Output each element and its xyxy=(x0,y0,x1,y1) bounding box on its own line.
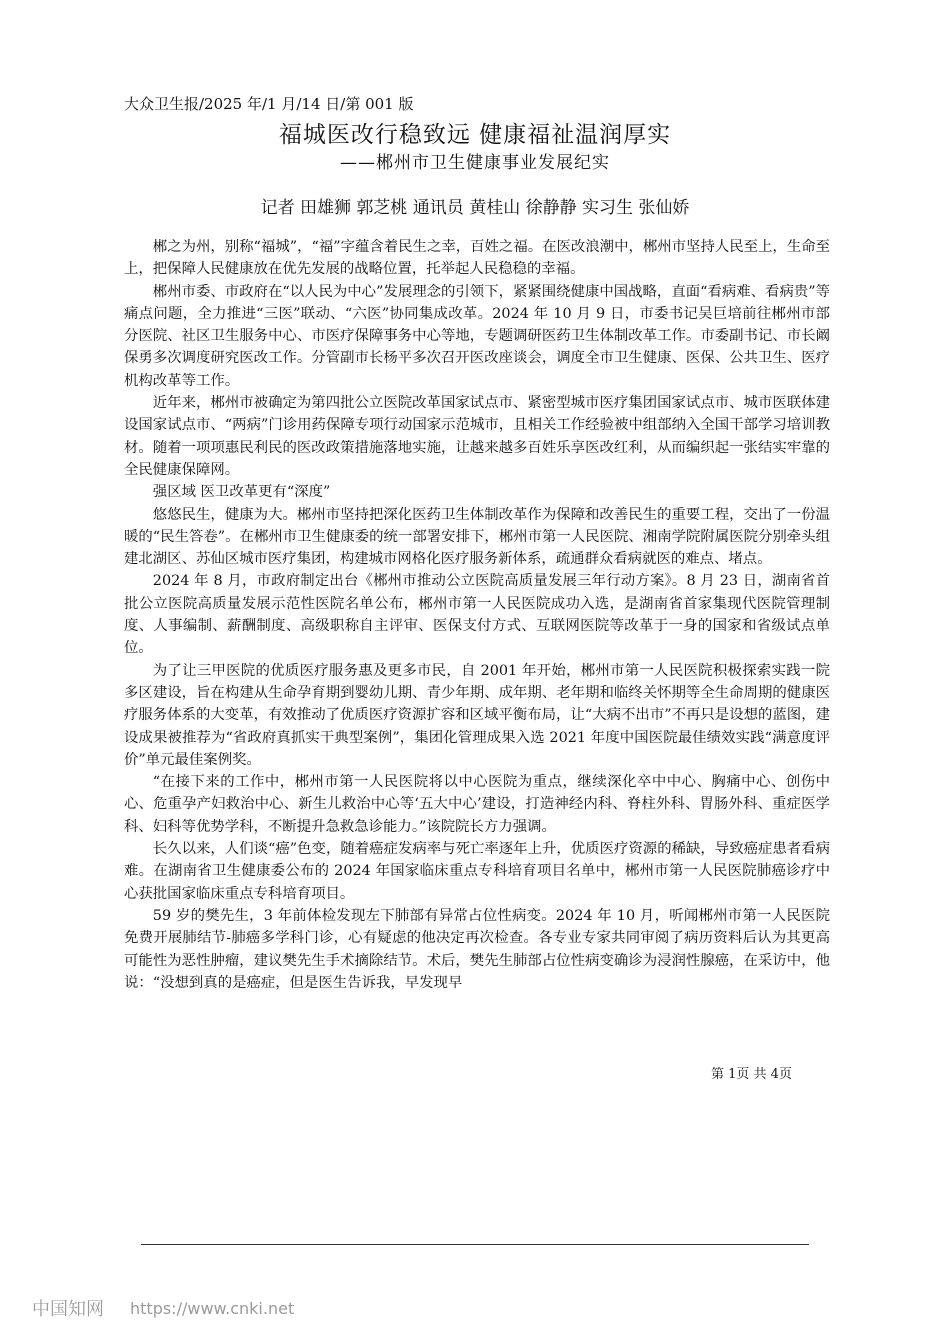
paragraph: 郴之为州，别称“福城”，“福”字蕴含着民生之幸，百姓之福。在医改浪潮中，郴州市坚持人民至上，生命至上，把保障人民健康放在优先发展的战略位置，托举起人民稳稳的幸福。 xyxy=(124,239,830,278)
footer-url-link[interactable]: https://www.cnki.net xyxy=(130,1298,295,1318)
article-byline: 记者 田雄狮 郭芝桃 通讯员 黄桂山 徐静静 实习生 张仙娇 xyxy=(260,198,690,218)
paragraph: 为了让三甲医院的优质医疗服务惠及更多市民，自 2001 年开始，郴州市第一人民医院积极探索实践一院多区建设，旨在构建从生命孕育期到婴幼儿期、青少年期、成年期、老年期和临终关怀期等全生命周期的健康医疗服务体系的大变革，有效推动了优质医疗资源扩容和区域平衡布局，让“大病不出市”不再只是设想的蓝图，建设成果被推荐为“省政府真抓实干典型案例”，集团化管理成果入选 2021 年度中国医院最佳绩效实践“满意度评价”单元最佳案例奖。 xyxy=(124,662,830,768)
paragraph: 郴州市委、市政府在“以人民为中心”发展理念的引领下，紧紧围绕健康中国战略，直面“看病难、看病贵”等痛点问题，全力推进“三医”联动、“六医”协同集成改革。2024 年 10 月 9 日，市委书记吴巨培前往郴州市部分医院、社区卫生服务中心、市医疗保障事务中心等地，专题调研医药卫生体制改革工作。市委副书记、市长阚保勇多次调度研究医改工作。分管副市长杨平多次召开医改座谈会，调度全市卫生健康、医保、公共卫生、医疗机构改革等工作。 xyxy=(124,283,830,389)
footer xyxy=(32,1295,294,1321)
newspaper-source: 大众卫生报/2025 年/1 月/14 日/第 001 版 xyxy=(124,95,414,113)
article-title: 福城医改行稳致远 健康福祉温润厚实 xyxy=(278,122,672,148)
paragraph: “在接下来的工作中，郴州市第一人民医院将以中心医院为重点，继续深化卒中中心、胸痛中心、创伤中心、危重孕产妇救治中心、新生儿救治中心等‘五大中心’建设，打造神经内科、脊柱外科、胃肠外科、重症医学科、妇科等优势学科，不断提升急救急诊能力。”该院院长方力强调。 xyxy=(124,774,830,835)
paragraph: 悠悠民生，健康为大。郴州市坚持把深化医药卫生体制改革作为保障和改善民生的重要工程，交出了一份温暖的“民生答卷”。在郴州市卫生健康委的统一部署安排下，郴州市第一人民医院、湘南学院附属医院分别牵头组建北湖区、苏仙区城市医疗集团，构建城市网格化医疗服务新体系，疏通群众看病就医的难点、堵点。 xyxy=(124,506,830,568)
footer-divider xyxy=(141,1244,809,1245)
paragraph: 近年来，郴州市被确定为第四批公立医院改革国家试点市、紧密型城市医疗集团国家试点市、城市医联体建设国家试点市、“两病”门诊用药保障专项行动国家示范城市，且相关工作经验被中组部纳入全国干部学习培训教材。随着一项项惠民利民的医改政策措施落地实施，让越来越多百姓乐享医改红利，从而编织起一张结实牢靠的全民健康保障网。 xyxy=(124,395,830,478)
page-number: 第 1页 共 4页 xyxy=(711,1067,792,1082)
article-subtitle: ——郴州市卫生健康事业发展纪实 xyxy=(340,153,610,173)
paragraph: 2024 年 8 月，市政府制定出台《郴州市推动公立医院高质量发展三年行动方案》。8 月 23 日，湖南省首批公立医院高质量发展示范性医院名单公布，郴州市第一人民医院成功入选，是湖南省首家集现代医院管理制度、人事编制、薪酬制度、高级职称自主评审、医保支付方式、互联网医院等改革于一身的国家和省级试点单位。 xyxy=(124,573,830,657)
paragraph: 59 岁的樊先生，3 年前体检发现左下肺部有异常占位性病变。2024 年 10 月，听闻郴州市第一人民医院免费开展肺结节-肺癌多学科门诊，心有疑虑的他决定再次检查。各专业专家共同审阅了病历资料后认为其更高可能性为恶性肿瘤，建议樊先生手术摘除结节。术后，樊先生肺部占位性病变确诊为浸润性腺癌，在采访中，他说：“没想到真的是癌症，但是医生告诉我，早发现早 xyxy=(124,907,830,991)
article-body xyxy=(124,236,830,994)
paragraph: 长久以来，人们谈“癌”色变，随着癌症发病率与死亡率逐年上升，优质医疗资源的稀缺，导致癌症患者看病难。在湖南省卫生健康委公布的 2024 年国家临床重点专科培育项目名单中，郴州市第一人民医院肺癌诊疗中心获批国家临床重点专科培育项目。 xyxy=(124,841,830,902)
cnki-logo: 中国知网 xyxy=(32,1299,104,1320)
section-heading: 强区域 医卫改革更有“深度” xyxy=(152,484,331,501)
